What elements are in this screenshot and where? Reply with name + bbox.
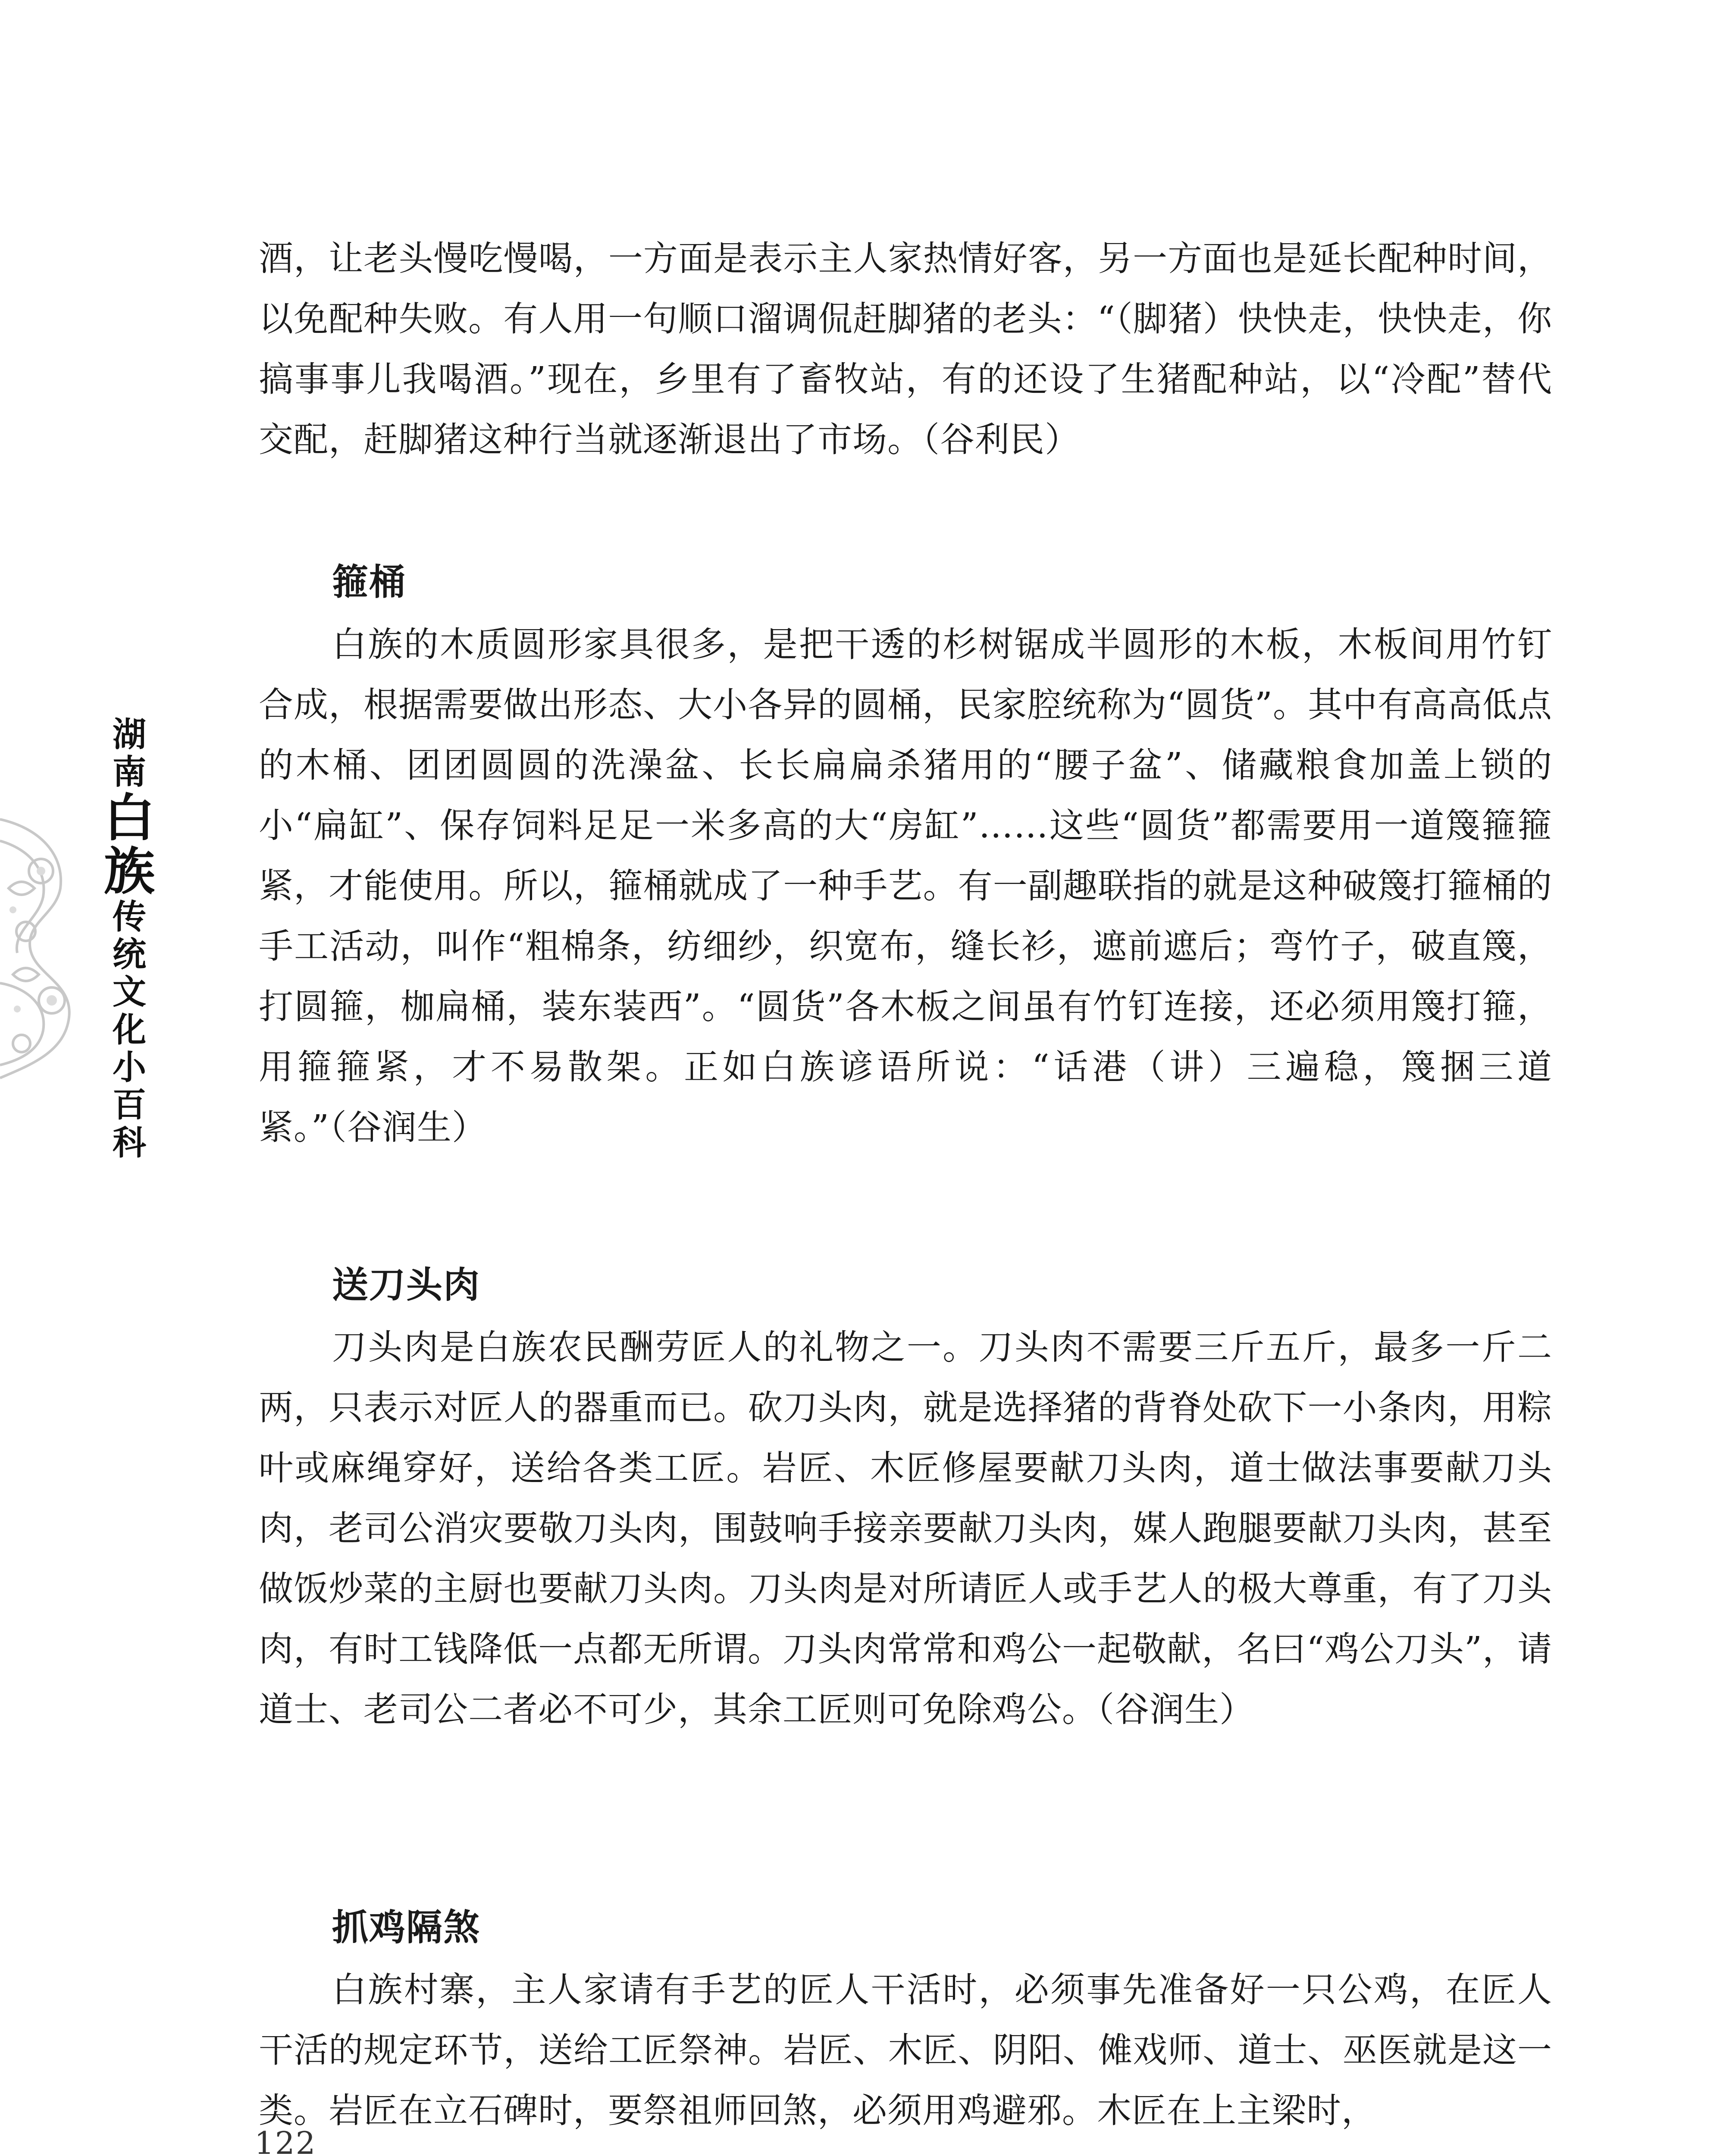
vertical-book-title <box>99 716 160 1162</box>
title-char: 族 <box>103 841 155 901</box>
section-heading-gutong: 箍桶 <box>332 561 407 603</box>
section-body-daotourou: 刀头肉是白族农民酬劳匠人的礼物之一。刀头肉不需要三斤五斤，最多一斤二两，只表示对匠人的器重而已。砍刀头肉，就是选择猪的背脊处砍下一小条肉，用粽叶或麻绳穿好，送给各类工匠。岩匠、木匠修屋要献刀头肉，道士做法事要献刀头肉，老司公消灾要敬刀头肉，围鼓响手接亲要献刀头肉，媒人跑腿要献刀头肉，甚至做饭炒菜的主厨也要献刀头肉。刀头肉是对所请匠人或手艺人的极大尊重，有了刀头肉，有时工钱降低一点都无所谓。刀头肉常常和鸡公一起敬献，名曰“鸡公刀头”，请道士、老司公二者必不可少，其余工匠则可免除鸡公。（谷润生） <box>259 1327 1552 1730</box>
section-zhuajigesha <box>259 1960 1552 2141</box>
section-heading-zhuajigesha: 抓鸡隔煞 <box>332 1906 481 1949</box>
title-char: 白 <box>103 787 155 848</box>
title-char: 湖 <box>112 715 146 754</box>
title-char: 科 <box>112 1123 146 1163</box>
section-heading-daotourou: 送刀头肉 <box>332 1263 481 1306</box>
intro-section <box>259 229 1552 470</box>
title-char: 南 <box>112 752 146 792</box>
title-char: 小 <box>112 1047 146 1087</box>
intro-paragraph: 酒，让老头慢吃慢喝，一方面是表示主人家热情好客，另一方面也是延长配种时间，以免配种失败。有人用一句顺口溜调侃赶脚猪的老头：“（脚猪）快快走，快快走，你搞事事儿我喝酒。”现在，乡里有了畜牧站，有的还设了生猪配种站，以“冷配”替代交配，赶脚猪这种行当就逐渐退出了市场。（谷利民） <box>259 238 1552 460</box>
title-char: 化 <box>112 1010 146 1050</box>
section-body-gutong: 白族的木质圆形家具很多，是把干透的杉树锯成半圆形的木板，木板间用竹钉合成，根据需要做出形态、大小各异的圆桶，民家腔统称为“圆货”。其中有高高低点的木桶、团团圆圆的洗澡盆、长长扁扁杀猪用的“腰子盆”、储藏粮食加盖上锁的小“扁缸”、保存饲料足足一米多高的大“房缸”……这些“圆货”都需要用一道篾箍箍紧，才能使用。所以，箍桶就成了一种手艺。有一副趣联指的就是这种破篾打箍桶的手工活动，叫作“粗棉条，纺细纱，织宽布，缝长衫，遮前遮后；弯竹子，破直篾，打圆箍，枷扁桶，装东装西”。“圆货”各木板之间虽有竹钉连接，还必须用篾打箍，用箍箍紧，才不易散架。正如白族谚语所说：“话港（讲）三遍稳，篾捆三道紧。”（谷润生） <box>259 624 1552 1147</box>
title-char: 文 <box>112 972 146 1012</box>
floral-ornament-icon <box>0 802 86 1095</box>
section-gutong <box>259 614 1552 1158</box>
section-body-zhuajigesha: 白族村寨，主人家请有手艺的匠人干活时，必须事先准备好一只公鸡，在匠人干活的规定环节，送给工匠祭神。岩匠、木匠、阴阳、傩戏师、道士、巫医就是这一类。岩匠在立石碑时，要祭祖师回煞，必须用鸡避邪。木匠在上主梁时， <box>259 1970 1552 2131</box>
title-char: 百 <box>112 1085 146 1125</box>
title-char: 统 <box>112 934 146 974</box>
title-char: 传 <box>112 897 146 937</box>
section-daotourou <box>259 1317 1552 1740</box>
page-number: 122 <box>254 2125 316 2156</box>
